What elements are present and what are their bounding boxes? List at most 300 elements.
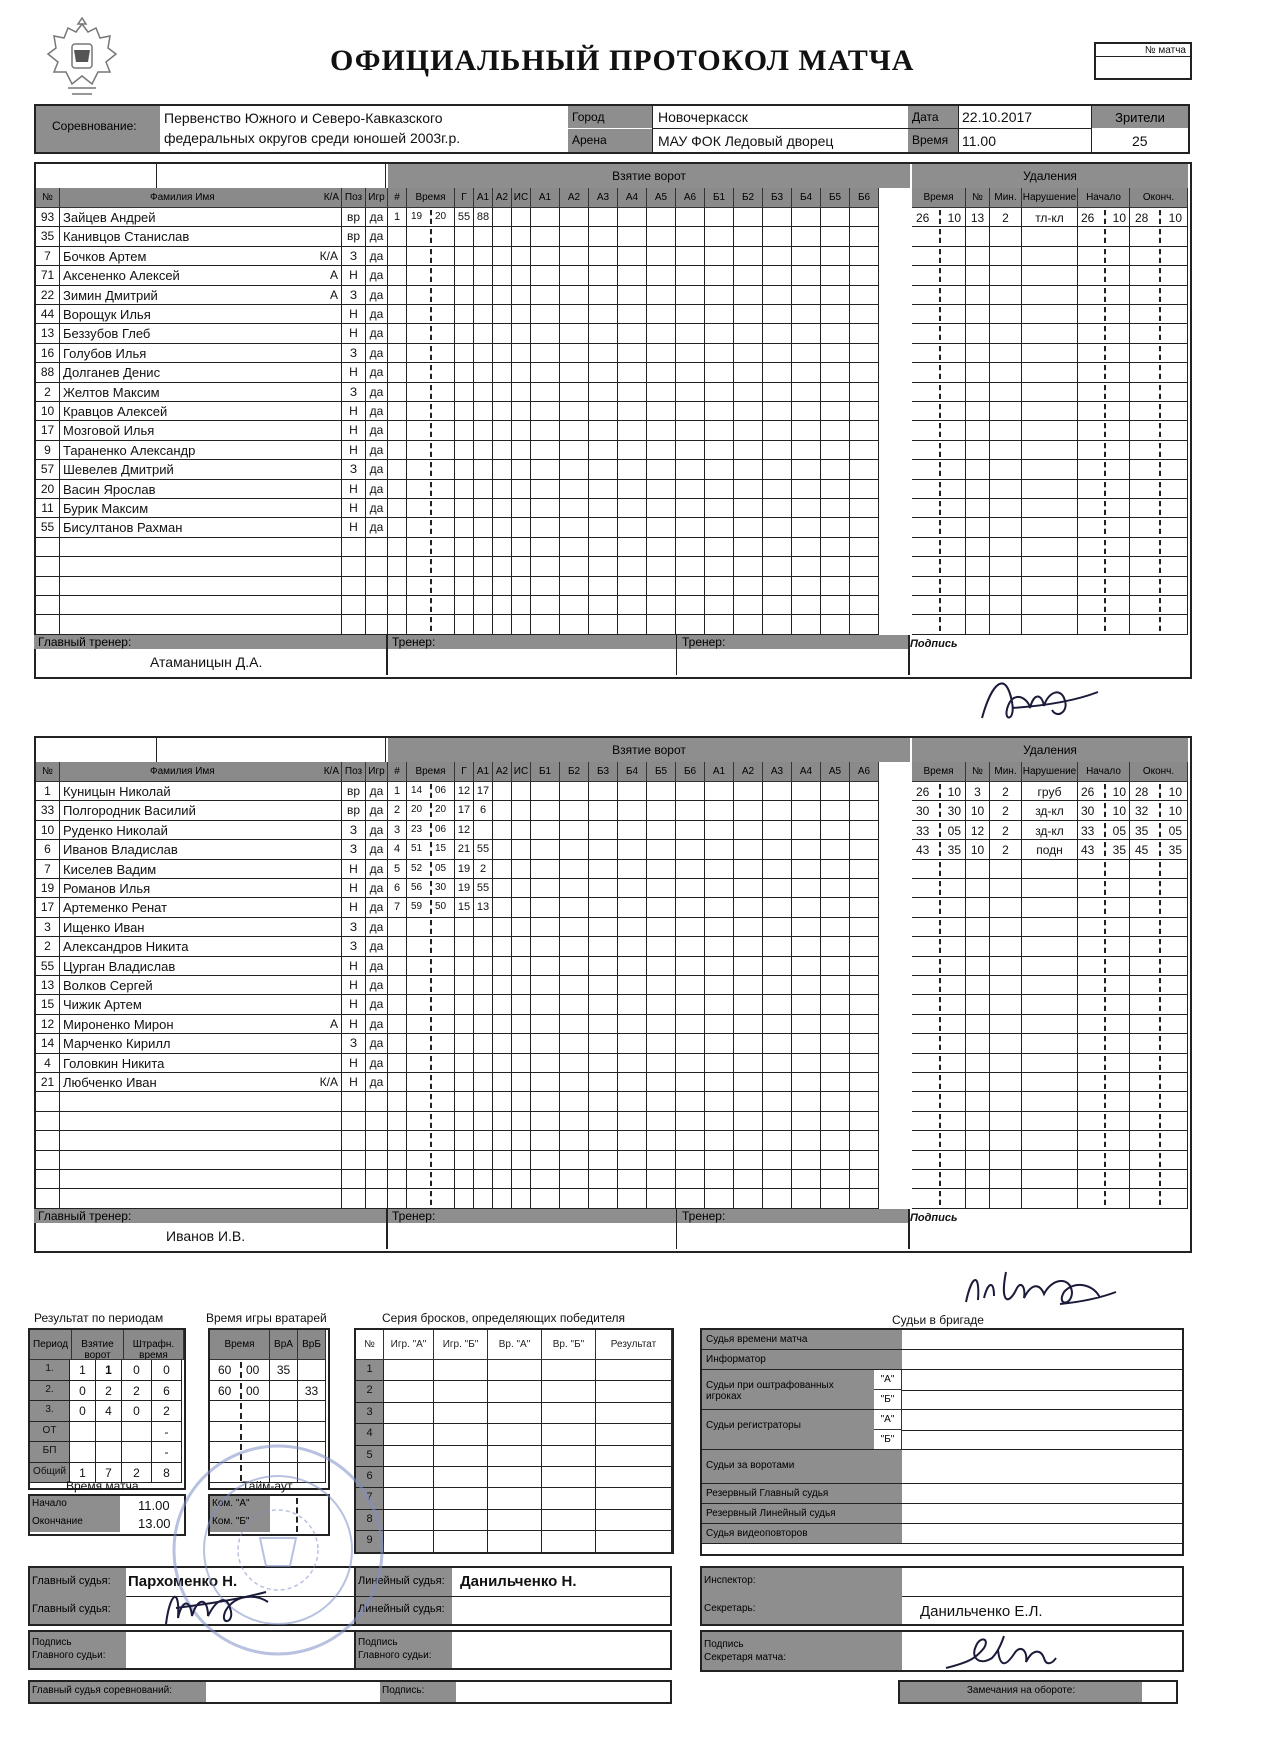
- team_b-goal-cell[interactable]: [512, 879, 531, 898]
- periods-cell[interactable]: ОТ: [30, 1422, 70, 1443]
- team_a-pen-cell[interactable]: [1078, 557, 1130, 576]
- team_a-pen-cell[interactable]: [1078, 286, 1130, 305]
- team_a-goal-cell[interactable]: [388, 402, 407, 421]
- team_b-goal-cell[interactable]: [676, 937, 705, 956]
- team_a-goal-cell[interactable]: [531, 305, 560, 324]
- team_b-goal-cell[interactable]: [388, 1151, 407, 1170]
- team_a-goal-cell[interactable]: [589, 305, 618, 324]
- shootout-cell[interactable]: [542, 1446, 596, 1467]
- goalie-time-cell[interactable]: [210, 1381, 270, 1402]
- team_b-pen-cell[interactable]: [1022, 1189, 1078, 1208]
- team_b-goal-cell[interactable]: [763, 937, 792, 956]
- team_b-goal-cell[interactable]: [676, 782, 705, 801]
- team_b-goal-cell[interactable]: [734, 1151, 763, 1170]
- team_a-goal-cell[interactable]: 88: [474, 208, 493, 227]
- team_a-goal-cell[interactable]: [512, 421, 531, 440]
- player-played[interactable]: да: [366, 441, 388, 460]
- team_a-goal-cell[interactable]: [474, 421, 493, 440]
- team_a-goal-cell[interactable]: [493, 363, 512, 382]
- shootout-cell[interactable]: 2: [356, 1381, 384, 1402]
- team_b-pen-cell[interactable]: [1022, 1034, 1078, 1053]
- team_b-goal-cell[interactable]: [560, 1054, 589, 1073]
- player-position[interactable]: Н: [342, 266, 366, 285]
- team_a-goal-cell[interactable]: [792, 402, 821, 421]
- team_b-goal-cell[interactable]: [455, 1054, 474, 1073]
- team_b-pen-cell[interactable]: [990, 1054, 1022, 1073]
- player-number[interactable]: 35: [36, 227, 60, 246]
- team_b-goal-cell[interactable]: [763, 801, 792, 820]
- team_b-roster-cell[interactable]: [342, 1151, 366, 1170]
- team_b-goal-cell[interactable]: [407, 879, 455, 898]
- team_b-goal-cell[interactable]: [763, 1073, 792, 1092]
- team_b-goal-cell[interactable]: [618, 801, 647, 820]
- team_a-roster-cell[interactable]: [36, 577, 60, 596]
- team_a-goal-cell[interactable]: [850, 363, 879, 382]
- team_a-goal-cell[interactable]: [474, 499, 493, 518]
- team_b-goal-cell[interactable]: [647, 879, 676, 898]
- player-number[interactable]: 1: [36, 782, 60, 801]
- team_a-pen-cell[interactable]: [966, 421, 990, 440]
- periods-cell[interactable]: 2: [96, 1381, 122, 1402]
- team_b-pen-cell[interactable]: [1078, 821, 1130, 840]
- team_b-goal-cell[interactable]: [647, 918, 676, 937]
- team_b-roster-cell[interactable]: [60, 801, 342, 820]
- player-position[interactable]: Н: [342, 879, 366, 898]
- team_a-goal-cell[interactable]: [734, 227, 763, 246]
- team_a-goal-cell[interactable]: [763, 266, 792, 285]
- team_a-goal-cell[interactable]: [531, 363, 560, 382]
- team_a-goal-cell[interactable]: [647, 266, 676, 285]
- player-position[interactable]: Н: [342, 976, 366, 995]
- team_b-goal-cell[interactable]: [618, 1034, 647, 1053]
- team_b-goal-cell[interactable]: [676, 860, 705, 879]
- team_a-goal-cell[interactable]: [821, 460, 850, 479]
- team_a-pen-cell[interactable]: [1078, 518, 1130, 537]
- team_b-goal-cell[interactable]: [821, 1189, 850, 1208]
- team_a-goal-cell[interactable]: [618, 208, 647, 227]
- team_a-pen-cell[interactable]: [912, 266, 966, 285]
- team_b-goal-cell[interactable]: [560, 1131, 589, 1150]
- player-position[interactable]: Н: [342, 363, 366, 382]
- periods-cell[interactable]: 0: [122, 1401, 152, 1422]
- team_b-goal-cell[interactable]: [493, 1054, 512, 1073]
- team_b-goal-cell[interactable]: [647, 1073, 676, 1092]
- team_b-goal-cell[interactable]: [560, 1015, 589, 1034]
- team_b-roster-cell[interactable]: [342, 1131, 366, 1150]
- team_a-goal-cell[interactable]: [589, 615, 618, 634]
- team_b-goal-cell[interactable]: [647, 1034, 676, 1053]
- team_b-goal-cell[interactable]: [474, 1092, 493, 1111]
- team_b-goal-cell[interactable]: [821, 801, 850, 820]
- team_b-pen-cell[interactable]: [1078, 1073, 1130, 1092]
- team_b-pen-cell[interactable]: [912, 782, 966, 801]
- team_b-goal-cell[interactable]: [850, 860, 879, 879]
- team_a-goal-cell[interactable]: [560, 538, 589, 557]
- team_b-goal-cell[interactable]: [792, 898, 821, 917]
- team_a-goal-cell[interactable]: [388, 577, 407, 596]
- team_a-goal-cell[interactable]: [512, 247, 531, 266]
- team_a-pen-cell[interactable]: [990, 577, 1022, 596]
- team_b-goal-cell[interactable]: [850, 1034, 879, 1053]
- team_a-goal-cell[interactable]: [618, 421, 647, 440]
- team_a-pen-cell[interactable]: [990, 480, 1022, 499]
- shootout-cell[interactable]: [542, 1360, 596, 1381]
- team_b-goal-cell[interactable]: 12: [455, 782, 474, 801]
- player-number[interactable]: 13: [36, 324, 60, 343]
- team_b-pen-cell[interactable]: [1078, 918, 1130, 937]
- team_a-pen-cell[interactable]: [912, 518, 966, 537]
- shootout-cell[interactable]: [384, 1424, 434, 1445]
- team_a-goal-cell[interactable]: [850, 460, 879, 479]
- team_a-goal-cell[interactable]: [455, 480, 474, 499]
- team_a-roster-cell[interactable]: [60, 518, 342, 537]
- team_b-pen-cell[interactable]: подн: [1022, 840, 1078, 859]
- team_a-pen-cell[interactable]: [1130, 402, 1188, 421]
- team_b-goal-cell[interactable]: [734, 782, 763, 801]
- team_a-goal-cell[interactable]: [705, 402, 734, 421]
- team_a-pen-cell[interactable]: [1078, 538, 1130, 557]
- team_b-goal-cell[interactable]: [589, 1034, 618, 1053]
- team_b-goal-cell[interactable]: [792, 860, 821, 879]
- team_a-goal-cell[interactable]: [455, 402, 474, 421]
- team_b-goal-cell[interactable]: [618, 860, 647, 879]
- team_a-goal-cell[interactable]: [734, 363, 763, 382]
- team_a-goal-cell[interactable]: [792, 305, 821, 324]
- team_a-pen-cell[interactable]: [1130, 247, 1188, 266]
- team_a-pen-cell[interactable]: [1078, 247, 1130, 266]
- team_b-pen-cell[interactable]: [1130, 879, 1188, 898]
- team_a-goal-cell[interactable]: [560, 286, 589, 305]
- team_b-goal-cell[interactable]: [792, 1015, 821, 1034]
- team_a-goal-cell[interactable]: [407, 615, 455, 634]
- team_a-goal-cell[interactable]: [676, 227, 705, 246]
- team_b-pen-cell[interactable]: [1130, 898, 1188, 917]
- team_a-goal-cell[interactable]: [474, 615, 493, 634]
- team_b-goal-cell[interactable]: [531, 1151, 560, 1170]
- team_a-pen-cell[interactable]: [912, 324, 966, 343]
- team_b-pen-cell[interactable]: [990, 860, 1022, 879]
- team_b-goal-cell[interactable]: [821, 1170, 850, 1189]
- player-played[interactable]: да: [366, 976, 388, 995]
- periods-cell[interactable]: 4: [96, 1401, 122, 1422]
- team_b-pen-cell[interactable]: [1130, 782, 1188, 801]
- team_b-goal-cell[interactable]: [531, 1112, 560, 1131]
- player-number[interactable]: 10: [36, 402, 60, 421]
- team_a-goal-cell[interactable]: [474, 247, 493, 266]
- team_b-roster-cell[interactable]: [60, 1131, 342, 1150]
- team_a-goal-cell[interactable]: [676, 538, 705, 557]
- team_b-goal-cell[interactable]: [407, 801, 455, 820]
- team_b-goal-cell[interactable]: [647, 1189, 676, 1208]
- team_b-goal-cell[interactable]: [512, 1151, 531, 1170]
- team_a-goal-cell[interactable]: [589, 227, 618, 246]
- shootout-cell[interactable]: 9: [356, 1531, 384, 1552]
- team_a-goal-cell[interactable]: [676, 344, 705, 363]
- team_b-pen-cell[interactable]: [990, 937, 1022, 956]
- team_a-goal-cell[interactable]: [407, 266, 455, 285]
- team_a-goal-cell[interactable]: 1: [388, 208, 407, 227]
- team_b-goal-cell[interactable]: [589, 898, 618, 917]
- goalie-time-cell[interactable]: [210, 1360, 270, 1381]
- team_b-goal-cell[interactable]: [388, 1034, 407, 1053]
- team_a-goal-cell[interactable]: [792, 615, 821, 634]
- team_a-roster-cell[interactable]: [60, 499, 342, 518]
- team_a-goal-cell[interactable]: [705, 596, 734, 615]
- team_a-goal-cell[interactable]: [763, 227, 792, 246]
- team_a-goal-cell[interactable]: [705, 208, 734, 227]
- team_a-goal-cell[interactable]: [618, 247, 647, 266]
- team_b-goal-cell[interactable]: [734, 995, 763, 1014]
- team_a-goal-cell[interactable]: [792, 344, 821, 363]
- team_b-goal-cell[interactable]: [589, 1054, 618, 1073]
- team_a-goal-cell[interactable]: [531, 615, 560, 634]
- team_a-goal-cell[interactable]: [531, 577, 560, 596]
- shootout-cell[interactable]: [434, 1381, 488, 1402]
- team_b-roster-cell[interactable]: [36, 1092, 60, 1111]
- team_a-goal-cell[interactable]: [493, 480, 512, 499]
- team_a-pen-cell[interactable]: [966, 577, 990, 596]
- team_a-goal-cell[interactable]: [676, 557, 705, 576]
- team_b-goal-cell[interactable]: 6: [474, 801, 493, 820]
- team_b-goal-cell[interactable]: 21: [455, 840, 474, 859]
- team_a-goal-cell[interactable]: [493, 518, 512, 537]
- team_a-goal-cell[interactable]: [388, 460, 407, 479]
- team_a-pen-cell[interactable]: [912, 615, 966, 634]
- team_b-goal-cell[interactable]: [647, 1054, 676, 1073]
- team_a-goal-cell[interactable]: [705, 441, 734, 460]
- team_b-goal-cell[interactable]: [560, 995, 589, 1014]
- team_b-goal-cell[interactable]: [705, 918, 734, 937]
- team_a-pen-cell[interactable]: [966, 344, 990, 363]
- team_b-goal-cell[interactable]: [647, 976, 676, 995]
- team_b-goal-cell[interactable]: [705, 957, 734, 976]
- team_a-goal-cell[interactable]: [493, 577, 512, 596]
- team_b-goal-cell[interactable]: [474, 976, 493, 995]
- player-position[interactable]: Н: [342, 898, 366, 917]
- team_b-goal-cell[interactable]: [407, 957, 455, 976]
- team_b-pen-cell[interactable]: [1022, 1170, 1078, 1189]
- team_a-goal-cell[interactable]: [821, 363, 850, 382]
- team_b-pen-cell[interactable]: [912, 1170, 966, 1189]
- team_a-goal-cell[interactable]: [512, 227, 531, 246]
- shootout-cell[interactable]: [434, 1467, 488, 1488]
- team_b-goal-cell[interactable]: [647, 1151, 676, 1170]
- shootout-cell[interactable]: 8: [356, 1510, 384, 1531]
- team_b-goal-cell[interactable]: [850, 937, 879, 956]
- team_b-goal-cell[interactable]: [407, 1034, 455, 1053]
- periods-cell[interactable]: [96, 1442, 122, 1463]
- team_b-goal-cell[interactable]: [792, 879, 821, 898]
- team_b-pen-cell[interactable]: [966, 1034, 990, 1053]
- team_b-goal-cell[interactable]: [531, 898, 560, 917]
- team_a-goal-cell[interactable]: [512, 286, 531, 305]
- team_a-goal-cell[interactable]: [589, 247, 618, 266]
- team_b-pen-cell[interactable]: [912, 995, 966, 1014]
- team_b-goal-cell[interactable]: [512, 1170, 531, 1189]
- team_a-goal-cell[interactable]: [763, 324, 792, 343]
- match-number-box[interactable]: [1094, 42, 1192, 80]
- team_a-pen-cell[interactable]: [912, 557, 966, 576]
- team_b-goal-cell[interactable]: [676, 821, 705, 840]
- player-played[interactable]: да: [366, 860, 388, 879]
- team_a-pen-cell[interactable]: [1022, 518, 1078, 537]
- player-played[interactable]: да: [366, 801, 388, 820]
- team_b-goal-cell[interactable]: [705, 976, 734, 995]
- team_a-pen-cell[interactable]: [1078, 344, 1130, 363]
- team_a-pen-cell[interactable]: [1130, 363, 1188, 382]
- team_a-goal-cell[interactable]: [821, 344, 850, 363]
- team_b-goal-cell[interactable]: [763, 821, 792, 840]
- team_a-goal-cell[interactable]: [512, 402, 531, 421]
- team_a-pen-cell[interactable]: [990, 324, 1022, 343]
- periods-cell[interactable]: [122, 1422, 152, 1443]
- team_a-goal-cell[interactable]: [531, 499, 560, 518]
- team_a-goal-cell[interactable]: [792, 480, 821, 499]
- team_a-goal-cell[interactable]: [407, 305, 455, 324]
- team_b-goal-cell[interactable]: [455, 1034, 474, 1053]
- team_a-goal-cell[interactable]: [493, 615, 512, 634]
- team_a-goal-cell[interactable]: [388, 266, 407, 285]
- team_a-goal-cell[interactable]: [455, 577, 474, 596]
- team_b-goal-cell[interactable]: [705, 1015, 734, 1034]
- team_a-pen-cell[interactable]: [990, 596, 1022, 615]
- player-position[interactable]: Н: [342, 995, 366, 1014]
- team_b-goal-cell[interactable]: [560, 1092, 589, 1111]
- team_b-roster-cell[interactable]: [342, 1112, 366, 1131]
- team_b-pen-cell[interactable]: [966, 918, 990, 937]
- team_b-pen-cell[interactable]: [912, 879, 966, 898]
- team_a-goal-cell[interactable]: [560, 247, 589, 266]
- team_b-goal-cell[interactable]: [792, 801, 821, 820]
- team_b-goal-cell[interactable]: [388, 976, 407, 995]
- team_b-pen-cell[interactable]: [990, 1015, 1022, 1034]
- team_a-goal-cell[interactable]: [676, 402, 705, 421]
- team_a-pen-cell[interactable]: [1130, 441, 1188, 460]
- periods-cell[interactable]: 2: [122, 1381, 152, 1402]
- team_a-goal-cell[interactable]: [512, 538, 531, 557]
- team_a-goal-cell[interactable]: [455, 499, 474, 518]
- team_b-goal-cell[interactable]: [388, 957, 407, 976]
- team_b-goal-cell[interactable]: [676, 1092, 705, 1111]
- team_a-goal-cell[interactable]: [388, 383, 407, 402]
- team_a-goal-cell[interactable]: [388, 286, 407, 305]
- team_a-pen-cell[interactable]: [966, 615, 990, 634]
- team_a-goal-cell[interactable]: [792, 557, 821, 576]
- team_b-goal-cell[interactable]: [821, 1015, 850, 1034]
- team_b-goal-cell[interactable]: [531, 782, 560, 801]
- team_b-pen-cell[interactable]: [966, 898, 990, 917]
- team_a-goal-cell[interactable]: [512, 208, 531, 227]
- team_a-goal-cell[interactable]: [512, 266, 531, 285]
- team_b-goal-cell[interactable]: [560, 976, 589, 995]
- team_a-pen-cell[interactable]: [966, 402, 990, 421]
- team_b-goal-cell[interactable]: [821, 1092, 850, 1111]
- team_a-roster-cell[interactable]: [60, 383, 342, 402]
- team_b-pen-cell[interactable]: [966, 860, 990, 879]
- team_b-goal-cell[interactable]: [589, 1073, 618, 1092]
- team_a-goal-cell[interactable]: [531, 596, 560, 615]
- team_a-pen-cell[interactable]: [912, 538, 966, 557]
- team_b-goal-cell[interactable]: [618, 918, 647, 937]
- team_a-pen-cell[interactable]: [990, 363, 1022, 382]
- team_b-goal-cell[interactable]: [792, 1151, 821, 1170]
- team_a-pen-cell[interactable]: [1022, 266, 1078, 285]
- team_b-goal-cell[interactable]: [493, 821, 512, 840]
- team_a-goal-cell[interactable]: [589, 596, 618, 615]
- team_a-goal-cell[interactable]: [821, 383, 850, 402]
- team_b-goal-cell[interactable]: [512, 976, 531, 995]
- official-value[interactable]: [902, 1330, 1182, 1350]
- team_b-pen-cell[interactable]: [1078, 1151, 1130, 1170]
- shootout-cell[interactable]: [596, 1510, 672, 1531]
- team_b-goal-cell[interactable]: [676, 801, 705, 820]
- player-played[interactable]: да: [366, 918, 388, 937]
- team_b-pen-cell[interactable]: [990, 1131, 1022, 1150]
- player-number[interactable]: 13: [36, 976, 60, 995]
- team_b-goal-cell[interactable]: [676, 898, 705, 917]
- team_a-goal-cell[interactable]: [850, 441, 879, 460]
- team_b-goal-cell[interactable]: [531, 976, 560, 995]
- team_b-goal-cell[interactable]: [531, 801, 560, 820]
- team_a-goal-cell[interactable]: [705, 421, 734, 440]
- team_a-goal-cell[interactable]: [589, 266, 618, 285]
- team_a-roster-cell[interactable]: [342, 557, 366, 576]
- player-number[interactable]: 57: [36, 460, 60, 479]
- team_a-pen-cell[interactable]: [990, 286, 1022, 305]
- team_a-goal-cell[interactable]: [705, 286, 734, 305]
- team_a-roster-cell[interactable]: [366, 577, 388, 596]
- team_a-goal-cell[interactable]: [618, 441, 647, 460]
- team_b-goal-cell[interactable]: [705, 995, 734, 1014]
- team_b-pen-cell[interactable]: [1078, 1015, 1130, 1034]
- team_a-roster-cell[interactable]: [36, 557, 60, 576]
- team_a-pen-cell[interactable]: [1022, 615, 1078, 634]
- team_a-goal-cell[interactable]: [407, 383, 455, 402]
- team_a-goal-cell[interactable]: [455, 557, 474, 576]
- team_a-goal-cell[interactable]: [407, 441, 455, 460]
- team_b-goal-cell[interactable]: [560, 1034, 589, 1053]
- team_b-goal-cell[interactable]: [734, 860, 763, 879]
- team_b-goal-cell[interactable]: [560, 957, 589, 976]
- team_a-roster-cell[interactable]: [60, 538, 342, 557]
- team_a-goal-cell[interactable]: [589, 324, 618, 343]
- shootout-cell[interactable]: [542, 1467, 596, 1488]
- team_b-goal-cell[interactable]: [821, 976, 850, 995]
- team_a-goal-cell[interactable]: [705, 557, 734, 576]
- team_a-goal-cell[interactable]: [792, 208, 821, 227]
- team_a-goal-cell[interactable]: [792, 518, 821, 537]
- team_b-pen-cell[interactable]: [912, 801, 966, 820]
- team_a-pen-cell[interactable]: [1078, 499, 1130, 518]
- team_a-pen-cell[interactable]: [990, 344, 1022, 363]
- team_b-goal-cell[interactable]: 12: [455, 821, 474, 840]
- team_a-goal-cell[interactable]: [734, 324, 763, 343]
- team_a-goal-cell[interactable]: [560, 441, 589, 460]
- team_a-goal-cell[interactable]: [705, 227, 734, 246]
- team_a-goal-cell[interactable]: [821, 441, 850, 460]
- team_a-pen-cell[interactable]: [1130, 266, 1188, 285]
- team_b-goal-cell[interactable]: [407, 860, 455, 879]
- team_b-goal-cell[interactable]: [850, 840, 879, 859]
- team_a-pen-cell[interactable]: [912, 480, 966, 499]
- player-number[interactable]: 19: [36, 879, 60, 898]
- team_a-goal-cell[interactable]: [676, 363, 705, 382]
- team_b-goal-cell[interactable]: [618, 821, 647, 840]
- team_b-goal-cell[interactable]: [705, 1034, 734, 1053]
- team_b-goal-cell[interactable]: [407, 1073, 455, 1092]
- team_b-goal-cell[interactable]: [821, 860, 850, 879]
- team_b-roster-cell[interactable]: [60, 840, 342, 859]
